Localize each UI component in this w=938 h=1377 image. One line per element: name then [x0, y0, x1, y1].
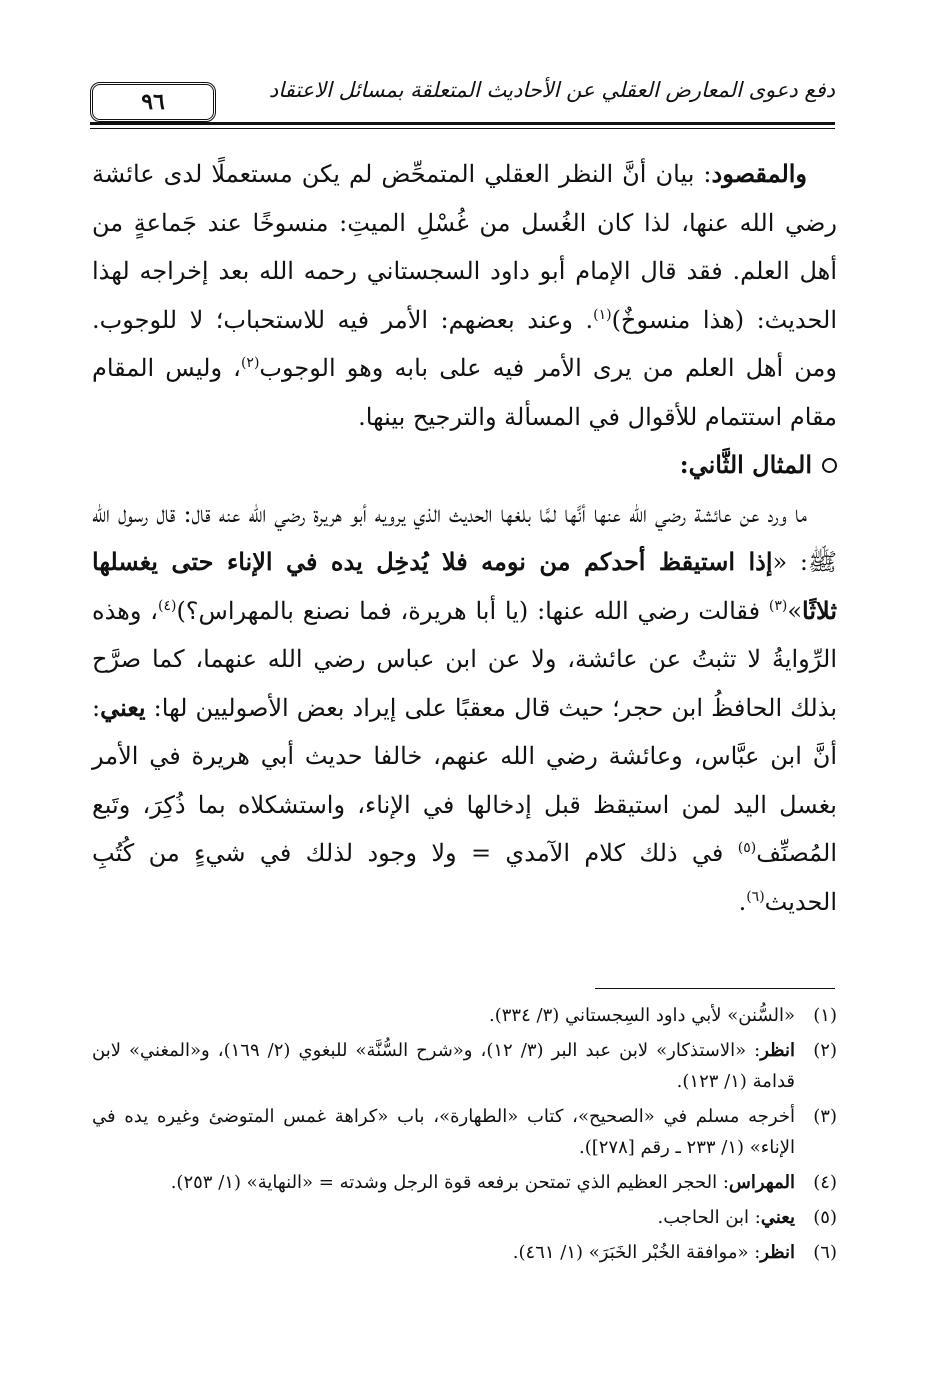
footnote-keyword: انظر	[760, 1242, 795, 1263]
footnote-text: : الحجر العظيم الذي تمتحن برفعه قوة الرجل وشدته = «النهاية» (١/ ٢٥٣).	[170, 1172, 729, 1193]
page-number: ٩٦	[90, 82, 216, 122]
paragraph-2-text-2: »	[787, 596, 802, 625]
footnote-5	[92, 1202, 837, 1233]
section-heading	[92, 441, 837, 490]
main-text	[92, 150, 837, 926]
hadith-text: إذا استيقظ أحدكم من نومه فلا يُدخِل يده في الإناء حتى يغسلها ثلاثًا	[92, 547, 837, 625]
running-title: دفع دعوى المعارض العقلي عن الأحاديث المتعلقة بمسائل الاعتقاد	[268, 78, 835, 102]
footnote-separator	[595, 988, 835, 989]
footnotes	[92, 1000, 837, 1272]
paragraph-1-text-3: ، وليس المقام مقام استتمام للأقوال في المسألة والترجيح بينها.	[92, 354, 837, 431]
paragraph-1	[92, 150, 837, 441]
footnote-number: (١)	[813, 1005, 837, 1026]
footnote-text: : «الاستذكار» لابن عبد البر (٣/ ١٢)، و«شرح السُّنَّة» للبغوي (٢/ ١٦٩)، و«المغني» لابن قدامة (١/ ١٢٣).	[92, 1040, 795, 1092]
footnote-keyword: انظر	[760, 1040, 795, 1061]
quote-term: يعني	[100, 692, 146, 722]
footnote-1	[92, 1000, 837, 1031]
footnote-text: : «موافقة الخُبْر الخَبَرَ» (١/ ٤٦١).	[512, 1242, 761, 1263]
footnote-number: (٢)	[813, 1040, 837, 1061]
footnote-3	[92, 1101, 837, 1163]
paragraph-2-text-7: .	[738, 887, 747, 916]
paragraph-2-text-5: : أنَّ ابن عبَّاس، وعائشة رضي الله عنهم، خالفا حديث أبي هريرة في الأمر بغسل اليد لمن استيقظ قبل إدخالها في الإناء، واستشكلاه بما ذُكِرَ، وتَبع المُصنِّف	[92, 693, 837, 867]
paragraph-1-text-2: . وعند بعضهم: الأمر فيه للاستحباب؛ لا للوجوب. ومن أهل العلم من يرى الأمر فيه على بابه وهو الوجوب	[92, 305, 837, 382]
footnote-ref-4[interactable]: (٤)	[157, 597, 177, 614]
footnote-6	[92, 1237, 837, 1268]
footnote-ref-1[interactable]: (١)	[593, 306, 612, 323]
footnote-keyword: المهراس	[728, 1172, 795, 1193]
paragraph-1-text: : بيان أنَّ النظر العقلي المتمحِّض لم يكن مستعملًا لدى عائشة رضي الله عنها، لذا كان الغُسل من غُسْلِ الميتِ: منسوخًا عند جَماعةٍ من أهل العلم. فقد قال الإمام أبو داود السجستاني رحمه الله بعد إخراجه لهذا الحديث: (هذا منسوخٌ)	[92, 160, 837, 334]
footnote-4	[92, 1167, 837, 1198]
paragraph-2-text-4: ، وهذه الرِّوايةُ لا تثبتُ عن عائشة، ولا عن ابن عباس رضي الله عنهما، كما صرَّح بذلك الحافظُ ابن حجر؛ حيث قال معقبًا على إيراد بعض الأصوليين لها:	[92, 596, 837, 722]
footnote-number: (٥)	[813, 1207, 837, 1228]
paragraph-2-text-3: فقالت رضي الله عنها: (يا أبا هريرة، فما نصنع بالمهراس؟)	[176, 596, 769, 625]
footnote-2	[92, 1035, 837, 1097]
section-heading-text: المثال الثَّاني:	[679, 450, 812, 479]
footnote-number: (٦)	[813, 1242, 837, 1263]
page-header	[90, 70, 835, 128]
header-rule-thick	[90, 122, 835, 125]
paragraph-2	[92, 490, 837, 927]
footnote-ref-2[interactable]: (٢)	[240, 355, 260, 371]
footnote-number: (٣)	[813, 1106, 837, 1127]
footnote-number: (٤)	[813, 1172, 837, 1193]
footnote-ref-6[interactable]: (٦)	[746, 888, 765, 905]
footnote-ref-5[interactable]: (٥)	[737, 840, 757, 856]
circle-bullet-icon	[822, 458, 837, 473]
header-rule-thin	[90, 128, 835, 129]
footnote-text: : ابن الحاجب.	[657, 1207, 761, 1228]
footnote-keyword: يعني	[760, 1207, 795, 1228]
paragraph-2-text-1: ما ورد عن عائشة رضي الله عنها أنَّها لمَّا بلغها الحديث الذي يرويه أبو هريرة رضي الله عنه قال: قال رسول الله ﷺ: «	[92, 499, 838, 576]
paragraph-2-text-6: في ذلك كلام الآمدي = ولا وجود لذلك في شيءٍ من كُتُبِ الحديث	[92, 839, 837, 916]
footnote-text: أخرجه مسلم في «الصحيح»، كتاب «الطهارة»، باب «كراهة غمس المتوضئ وغيره يده في الإناء» (١/ ٢٣٣ ـ رقم [٢٧٨]).	[92, 1106, 795, 1158]
lead-term: والمقصود	[711, 159, 808, 188]
footnote-ref-3[interactable]: (٣)	[768, 597, 788, 614]
footnote-text: «السُّنن» لأبي داود السِجستاني (٣/ ٣٣٤).	[489, 1005, 795, 1026]
